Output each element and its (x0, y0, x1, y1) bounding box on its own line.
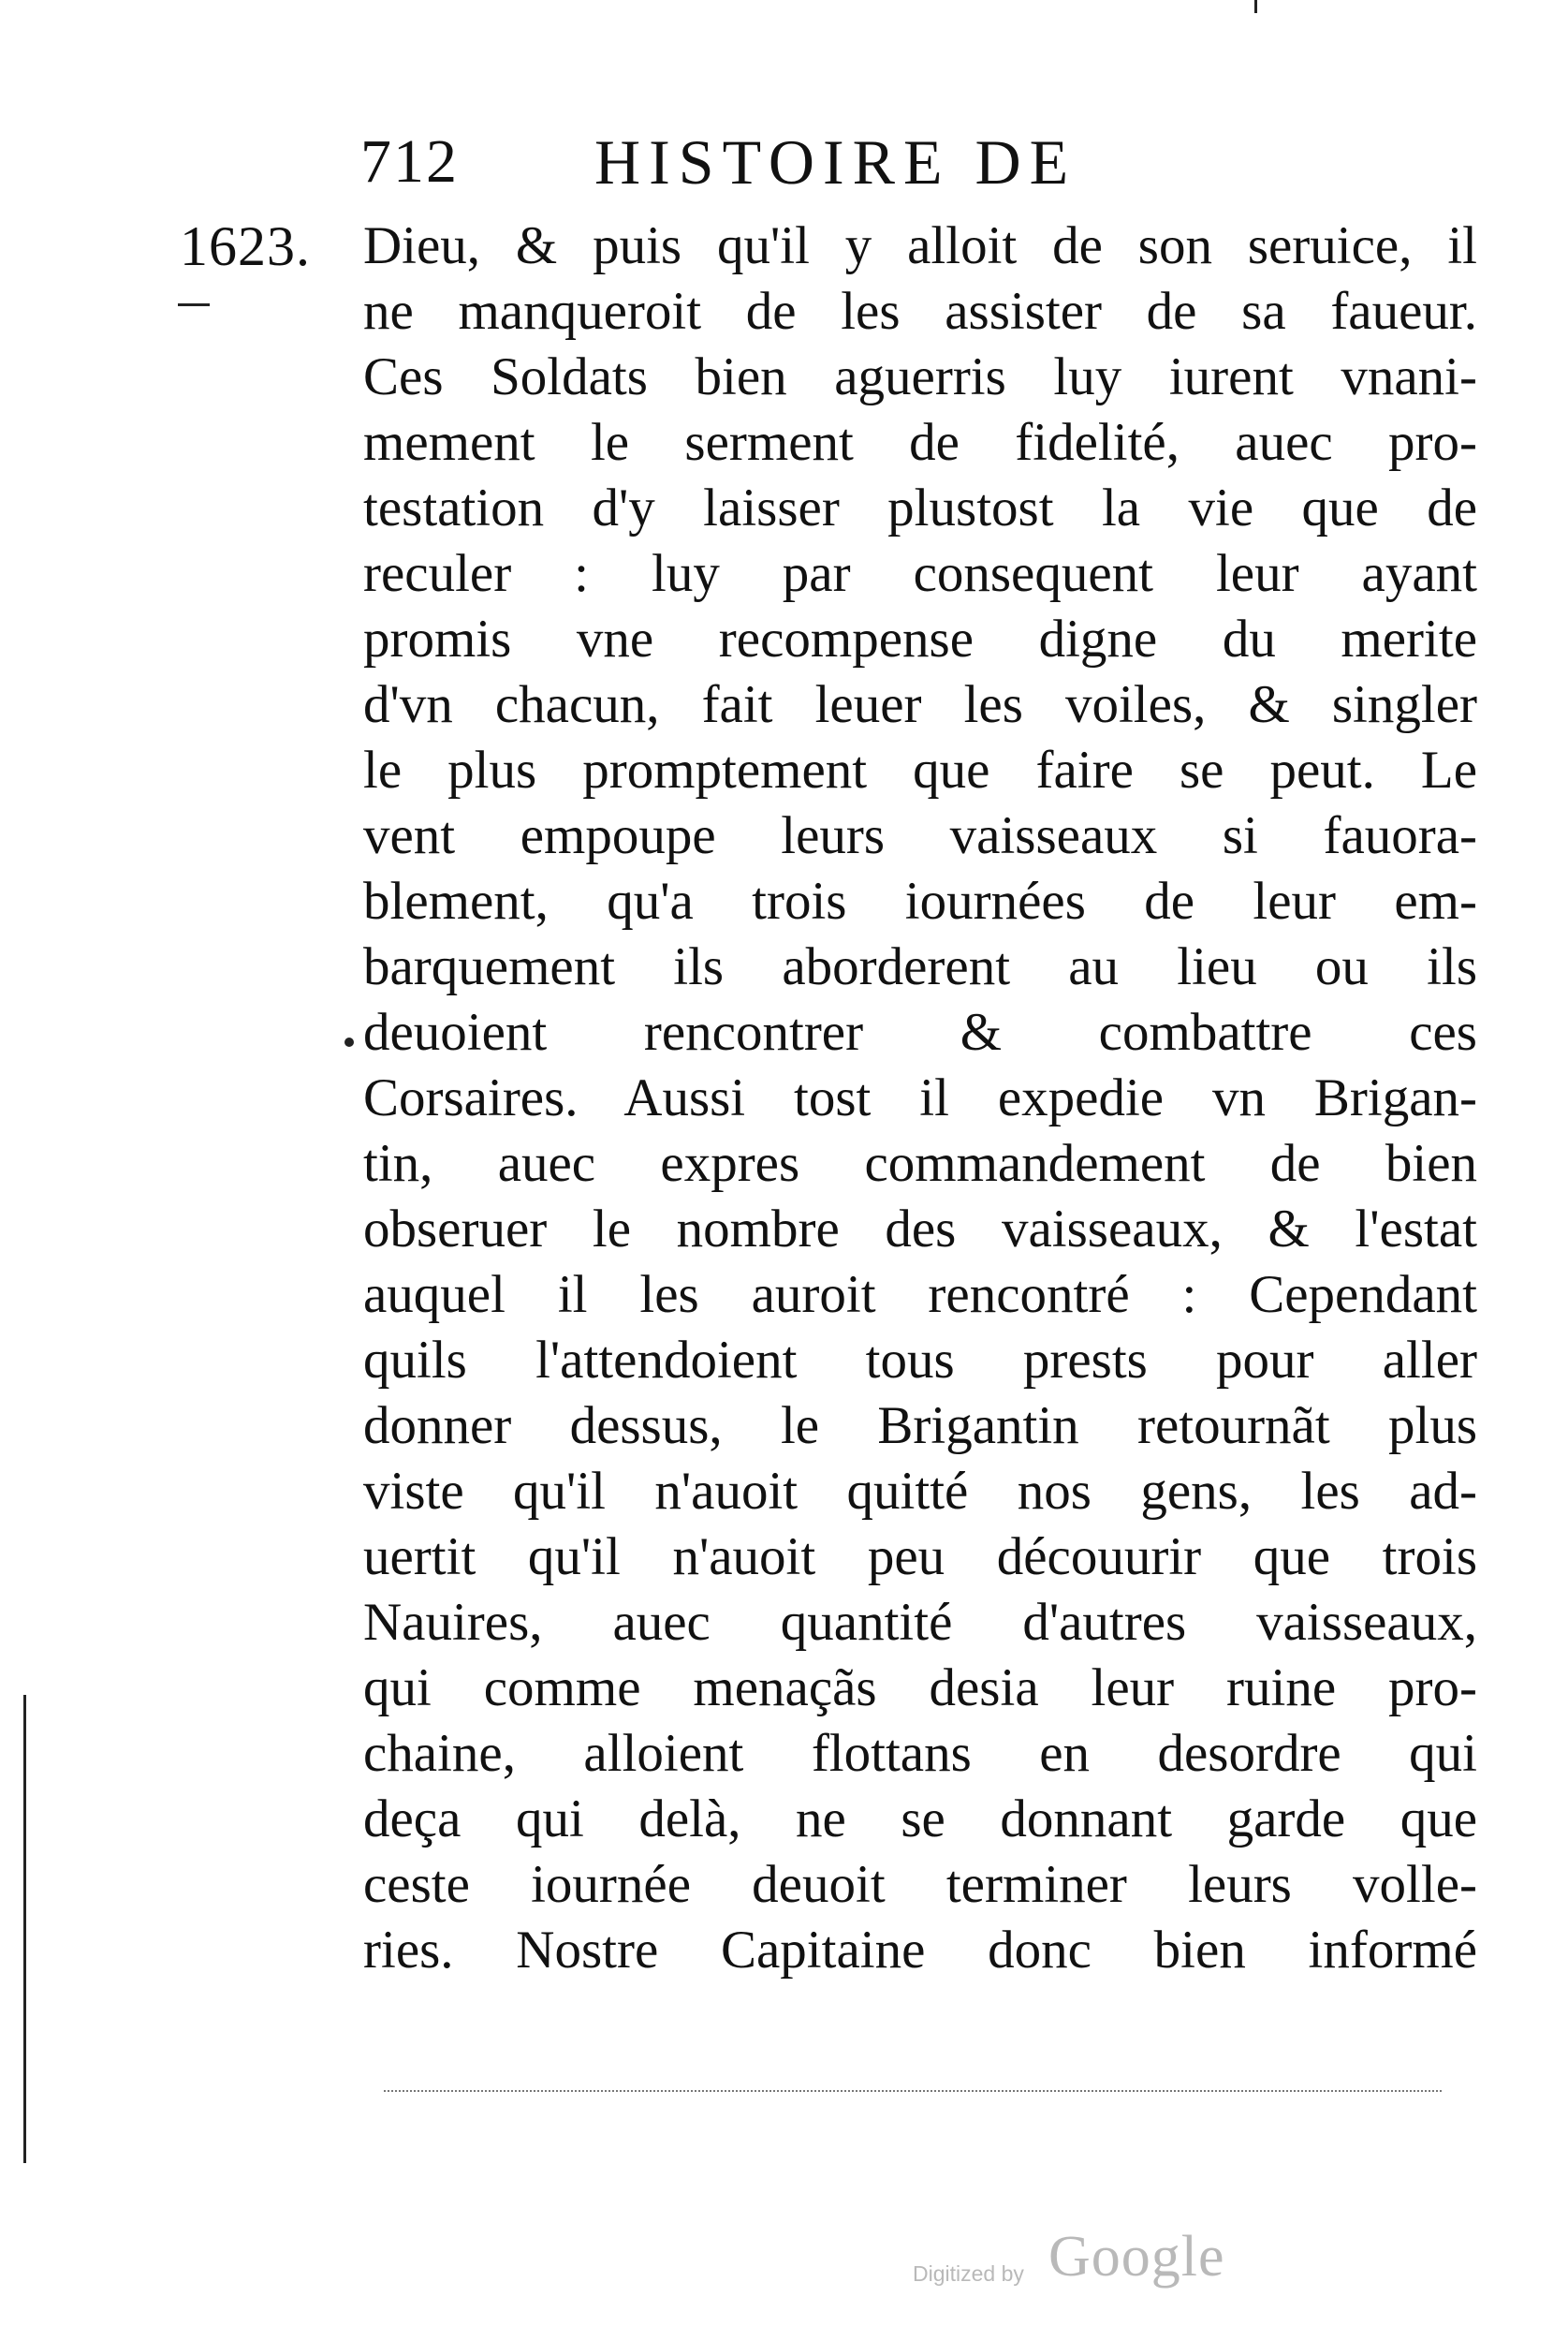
page-header (360, 120, 1297, 204)
margin-year: 1623. (180, 215, 311, 277)
text-line: barquement ils aborderent au lieu ou ils (363, 937, 1477, 996)
text-line: uertit qu'il n'auoit peu découurir que trois (363, 1527, 1477, 1586)
text-line: deça qui delà, ne se donnant garde que (363, 1789, 1477, 1848)
page-number: 712 (360, 127, 459, 196)
scan-edge-line (23, 1695, 26, 2163)
watermark-prefix: Digitized by (913, 2261, 1024, 2286)
text-line: blement, qu'a trois iournées de leur em- (363, 872, 1477, 931)
text-line: tin, auec expres commandement de bien (363, 1134, 1477, 1193)
top-edge-mark (1254, 0, 1257, 13)
ink-dot (344, 1038, 354, 1047)
text-line: donner dessus, le Brigantin retournãt plus (363, 1396, 1477, 1455)
text-line: ceste iournée deuoit terminer leurs volle- (363, 1855, 1477, 1914)
bottom-rule (384, 2090, 1442, 2092)
text-line: Nauires, auec quantité d'autres vaisseaux, (363, 1593, 1477, 1652)
text-line: auquel il les auroit rencontré : Cependant (363, 1265, 1477, 1324)
text-line: promis vne recompense digne du merite (363, 610, 1477, 669)
text-line: testation d'y laisser plustost la vie que de (363, 479, 1477, 537)
text-line: le plus promptement que faire se peut. Le (363, 741, 1477, 800)
running-head: HISTOIRE DE (594, 126, 1077, 198)
text-line: d'vn chacun, fait leuer les voiles, & singler (363, 675, 1477, 734)
text-line: Dieu, & puis qu'il y alloit de son seruice, il (363, 216, 1477, 275)
text-line: obseruer le nombre des vaisseaux, & l'estat (363, 1200, 1477, 1259)
text-line: reculer : luy par consequent leur ayant (363, 544, 1477, 603)
text-line: viste qu'il n'auoit quitté nos gens, les ad- (363, 1462, 1477, 1521)
margin-dash (178, 303, 210, 306)
text-line: ne manqueroit de les assister de sa faueur. (363, 282, 1477, 341)
text-line: deuoient rencontrer & combattre ces (363, 1003, 1477, 1062)
text-line: Corsaires. Aussi tost il expedie vn Brigan- (363, 1068, 1477, 1127)
text-line: mement le serment de fidelité, auec pro- (363, 413, 1477, 472)
text-line: Ces Soldats bien aguerris luy iurent vnani- (363, 347, 1477, 406)
text-line: quils l'attendoient tous prests pour aller (363, 1331, 1477, 1390)
text-line: vent empoupe leurs vaisseaux si fauora- (363, 806, 1477, 865)
text-line: chaine, alloient flottans en desordre qui (363, 1724, 1477, 1783)
text-line: ries. Nostre Capitaine donc bien informé (363, 1921, 1477, 1980)
google-logo: Google (1048, 2225, 1225, 2289)
digitized-watermark (913, 2224, 1250, 2299)
text-line: qui comme menaçãs desia leur ruine pro- (363, 1658, 1477, 1717)
body-text (363, 213, 1477, 1983)
